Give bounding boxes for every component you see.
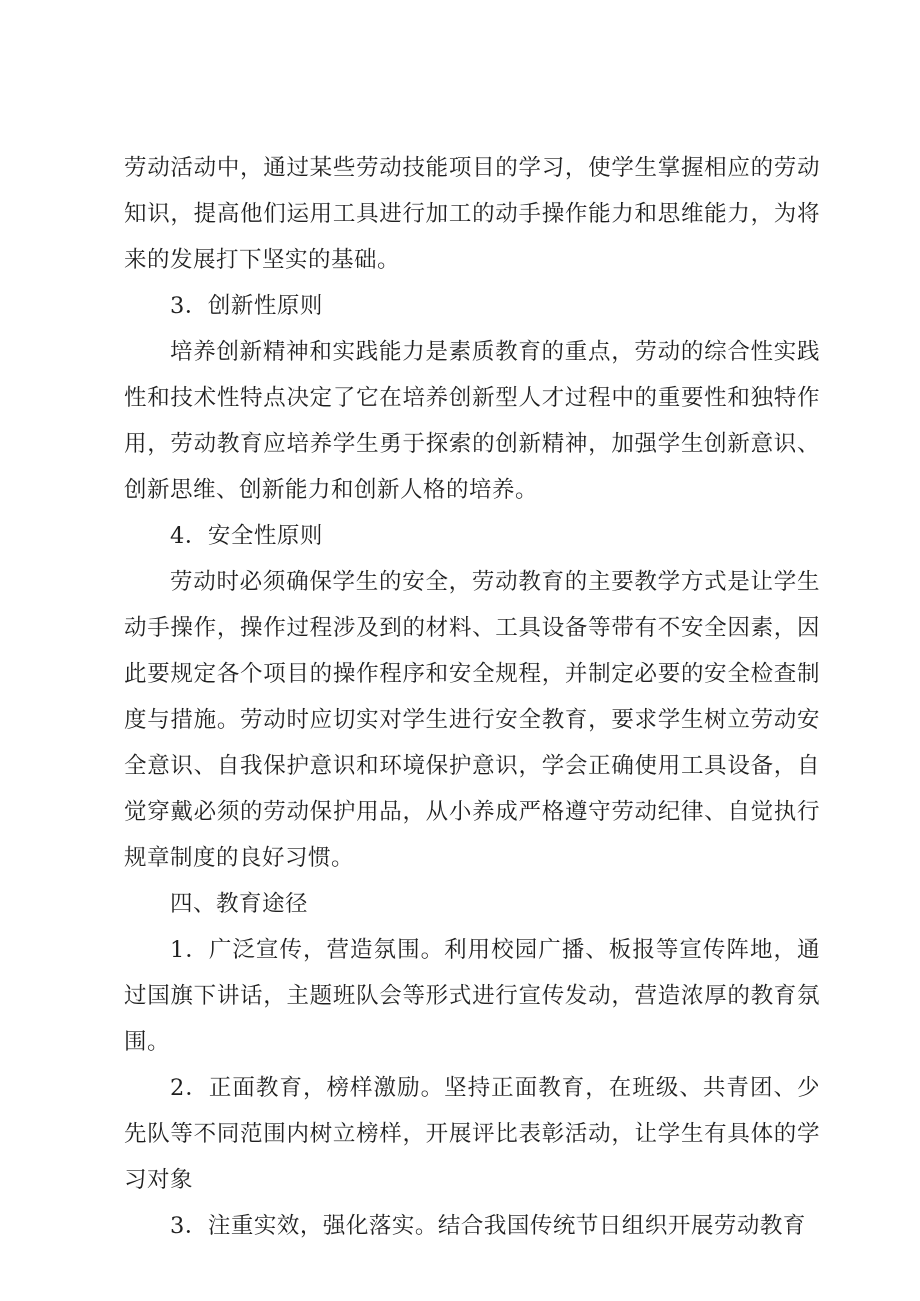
paragraph-labor-activity: 劳动活动中，通过某些劳动技能项目的学习，使学生掌握相应的劳动知识，提高他们运用工具进行加工的动手操作能力和思维能力，为将来的发展打下坚实的基础。 [124, 155, 820, 273]
document-body [124, 145, 820, 1249]
paragraph-approach-role-models: 2．正面教育，榜样激励。坚持正面教育，在班级、共青团、少先队等不同范围内树立榜样，开展评比表彰活动，让学生有具体的学习对象 [124, 1075, 820, 1193]
paragraph-safety: 劳动时必须确保学生的安全，劳动教育的主要教学方式是让学生动手操作，操作过程涉及到的材料、工具设备等带有不安全因素，因此要规定各个项目的操作程序和安全规程，并制定必要的安全检查制度与措施。劳动时应切实对学生进行安全教育，要求学生树立劳动安全意识、自我保护意识和环境保护意识，学会正确使用工具设备，自觉穿戴必须的劳动保护用品，从小养成严格遵守劳动纪律、自觉执行规章制度的良好习惯。 [124, 569, 820, 871]
paragraph-innovation: 培养创新精神和实践能力是素质教育的重点，劳动的综合性实践性和技术性特点决定了它在培养创新型人才过程中的重要性和独特作用，劳动教育应培养学生勇于探索的创新精神，加强学生创新意识、创新思维、创新能力和创新人格的培养。 [124, 339, 820, 503]
paragraph-approach-publicity: 1．广泛宣传，营造氛围。利用校园广播、板报等宣传阵地，通过国旗下讲话，主题班队会等形式进行宣传发动，营造浓厚的教育氛围。 [124, 937, 820, 1055]
paragraph-approach-implementation: 3．注重实效，强化落实。结合我国传统节日组织开展劳动教育 [170, 1213, 806, 1239]
heading-innovation-principle: 3．创新性原则 [170, 293, 323, 319]
heading-education-approaches: 四、教育途径 [170, 891, 309, 917]
heading-safety-principle: 4．安全性原则 [170, 523, 323, 549]
